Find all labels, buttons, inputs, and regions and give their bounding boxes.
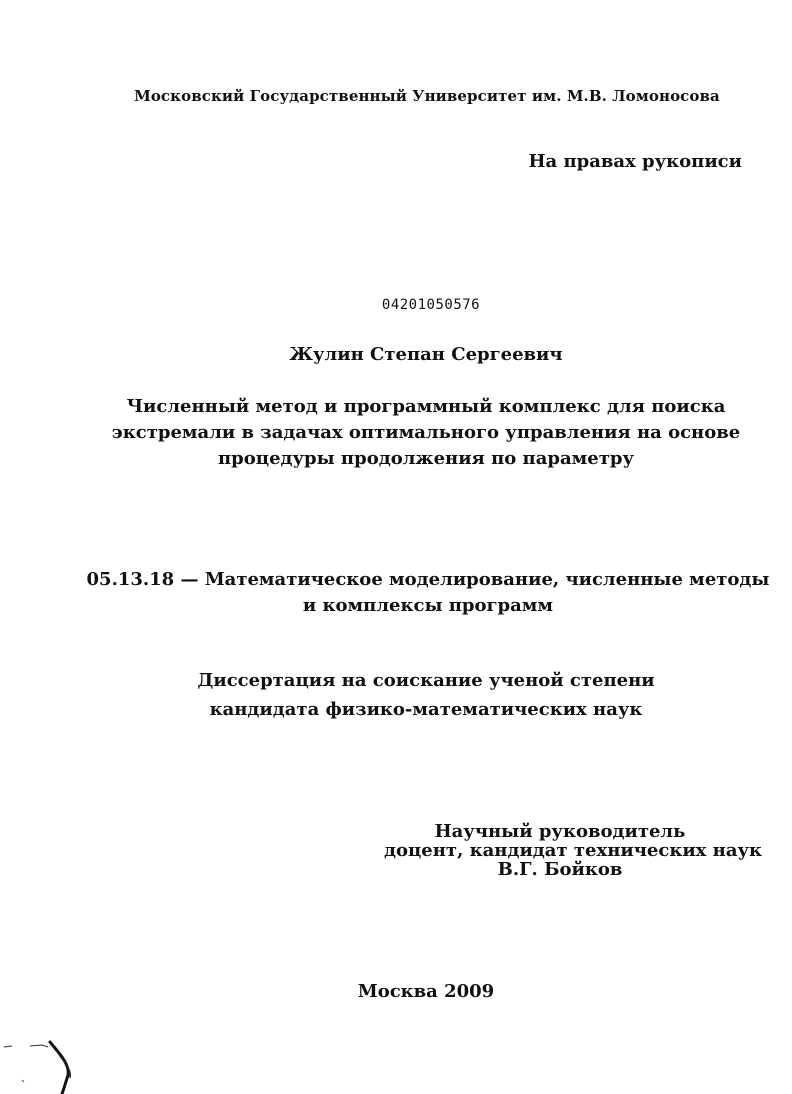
degree-line: Диссертация на соискание ученой степени <box>197 670 655 691</box>
university-name: Московский Государственный Университет им. М.В. Ломоносова <box>134 87 720 105</box>
supervisor-name: В.Г. Бойков <box>497 859 623 880</box>
dissertation-title <box>0 394 792 472</box>
scan-artifact-mark <box>0 1020 90 1094</box>
degree-line: кандидата физико-математических наук <box>209 699 643 720</box>
title-line: процедуры продолжения по параметру <box>218 448 634 469</box>
supervisor-credentials: доцент, кандидат технических наук <box>384 840 763 861</box>
city-year: Москва 2009 <box>357 981 495 1002</box>
specialty-line: 05.13.18 — Математическое моделирование, численные методы <box>86 569 770 590</box>
specialty-line: и комплексы программ <box>302 595 554 616</box>
specialty <box>0 567 792 619</box>
manuscript-rights-note: На правах рукописи <box>528 151 742 172</box>
registration-code: 04201050576 <box>381 297 481 313</box>
title-line: экстремали в задачах оптимального управления на основе <box>111 422 741 443</box>
degree-statement <box>0 666 792 724</box>
author-name: Жулин Степан Сергеевич <box>289 344 563 365</box>
title-line: Численный метод и программный комплекс для поиска <box>126 396 726 417</box>
supervisor <box>384 821 763 880</box>
supervisor-role: Научный руководитель <box>434 821 686 842</box>
